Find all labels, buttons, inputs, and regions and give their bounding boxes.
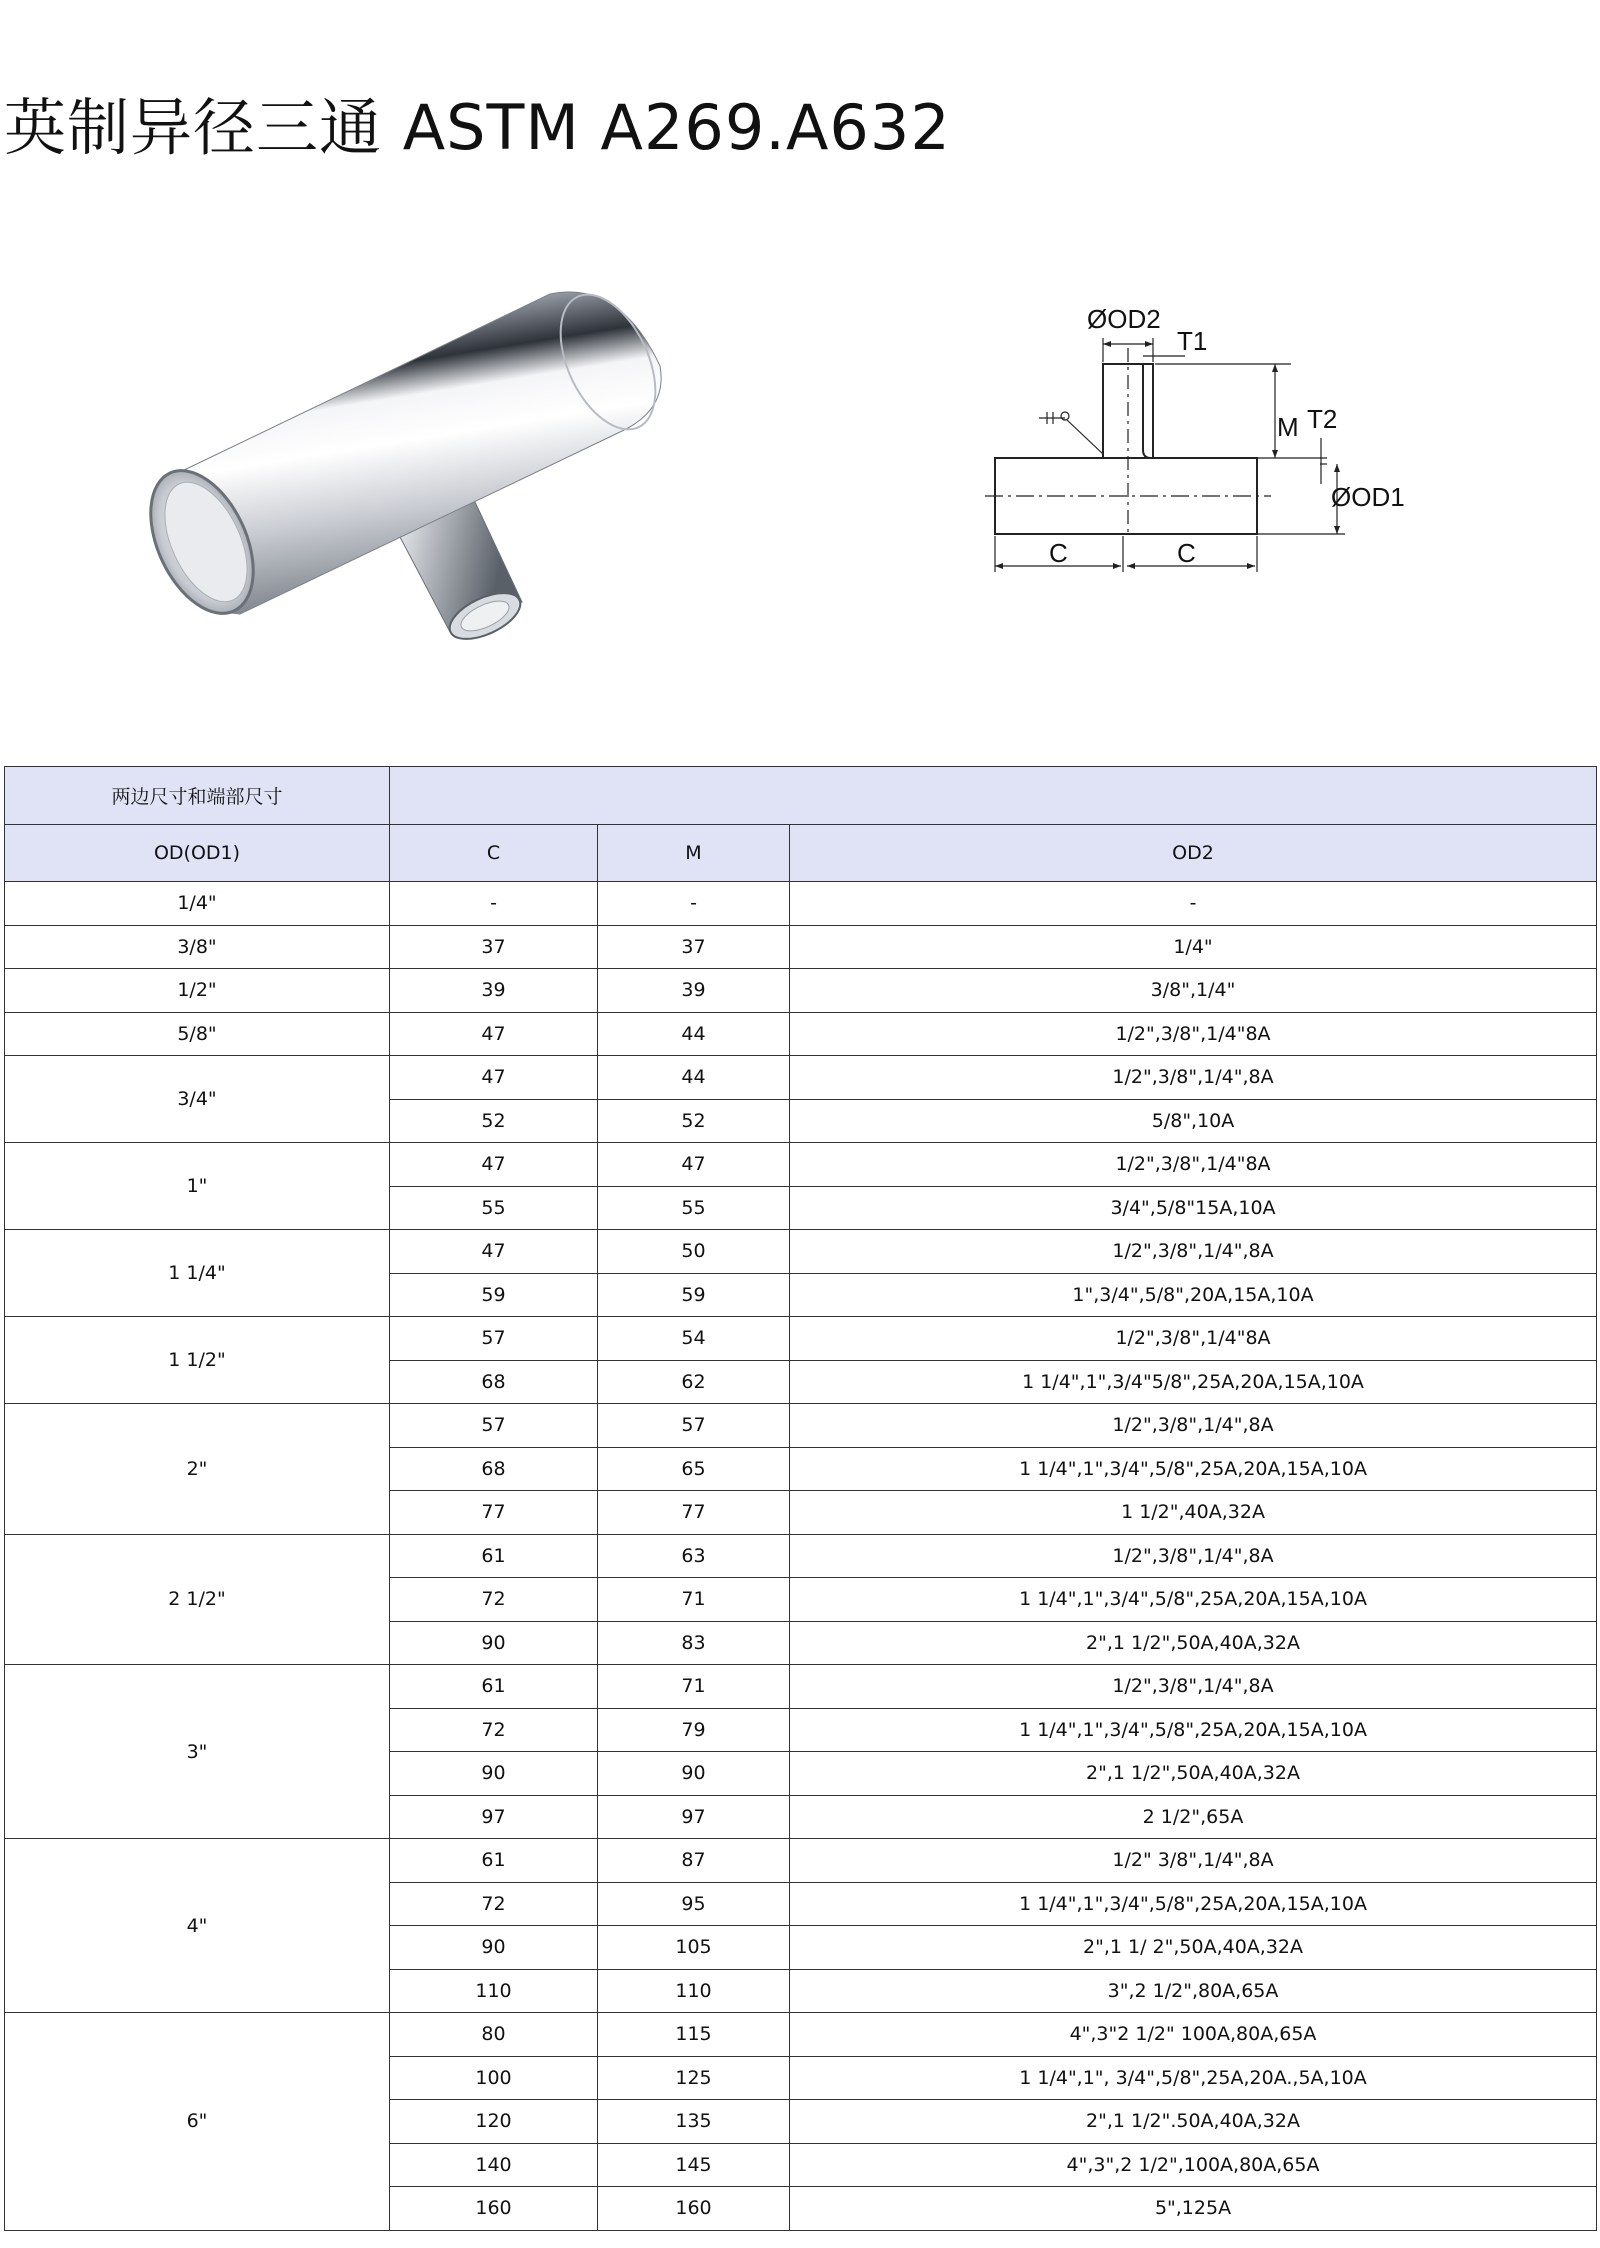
- c-cell: 47: [390, 1012, 598, 1056]
- m-cell: 65: [598, 1447, 790, 1491]
- table-row: [5, 882, 1597, 926]
- table-row: [5, 1534, 1597, 1578]
- table-row: [5, 969, 1597, 1013]
- c-cell: 110: [390, 1969, 598, 2013]
- m-cell: 125: [598, 2056, 790, 2100]
- m-cell: 57: [598, 1404, 790, 1448]
- c-cell: 100: [390, 2056, 598, 2100]
- od2-cell: 2",1 1/2",50A,40A,32A: [790, 1621, 1597, 1665]
- m-cell: 44: [598, 1056, 790, 1100]
- label-m: M: [1277, 412, 1299, 442]
- col-header-od2: OD2: [790, 825, 1597, 882]
- c-cell: 37: [390, 925, 598, 969]
- od-cell: 1/2": [5, 969, 390, 1013]
- dimension-drawing: [985, 288, 1425, 588]
- od2-cell: 2",1 1/2",50A,40A,32A: [790, 1752, 1597, 1796]
- od-cell: 5/8": [5, 1012, 390, 1056]
- od2-cell: 2",1 1/2".50A,40A,32A: [790, 2100, 1597, 2144]
- m-cell: 87: [598, 1839, 790, 1883]
- col-header-c: C: [390, 825, 598, 882]
- c-cell: 47: [390, 1230, 598, 1274]
- od2-cell: 5/8",10A: [790, 1099, 1597, 1143]
- m-cell: 50: [598, 1230, 790, 1274]
- c-cell: 120: [390, 2100, 598, 2144]
- c-cell: 57: [390, 1404, 598, 1448]
- od2-cell: 1/2",3/8",1/4",8A: [790, 1404, 1597, 1448]
- od2-cell: -: [790, 882, 1597, 926]
- od2-cell: 1 1/4",1",3/4",5/8",25A,20A,15A,10A: [790, 1882, 1597, 1926]
- m-cell: 83: [598, 1621, 790, 1665]
- m-cell: 62: [598, 1360, 790, 1404]
- od-cell: 3/4": [5, 1056, 390, 1143]
- c-cell: 47: [390, 1056, 598, 1100]
- od2-cell: 1 1/4",1",3/4",5/8",25A,20A,15A,10A: [790, 1578, 1597, 1622]
- c-cell: 59: [390, 1273, 598, 1317]
- table-column-header-row: [5, 825, 1597, 882]
- col-header-m: M: [598, 825, 790, 882]
- od2-cell: 1/2",3/8",1/4"8A: [790, 1317, 1597, 1361]
- table-row: [5, 1317, 1597, 1361]
- table-row: [5, 1404, 1597, 1448]
- c-cell: 68: [390, 1447, 598, 1491]
- od2-cell: 3/8",1/4": [790, 969, 1597, 1013]
- m-cell: -: [598, 882, 790, 926]
- od2-cell: 4",3",2 1/2",100A,80A,65A: [790, 2143, 1597, 2187]
- od2-cell: 1/2",3/8",1/4"8A: [790, 1012, 1597, 1056]
- od2-cell: 1 1/4",1", 3/4",5/8",25A,20A.,5A,10A: [790, 2056, 1597, 2100]
- table-row: [5, 1665, 1597, 1709]
- m-cell: 115: [598, 2013, 790, 2057]
- od2-cell: 1/4": [790, 925, 1597, 969]
- m-cell: 95: [598, 1882, 790, 1926]
- m-cell: 54: [598, 1317, 790, 1361]
- c-cell: 52: [390, 1099, 598, 1143]
- m-cell: 63: [598, 1534, 790, 1578]
- c-cell: 68: [390, 1360, 598, 1404]
- od2-cell: 1 1/4",1",3/4",5/8",25A,20A,15A,10A: [790, 1708, 1597, 1752]
- c-cell: 77: [390, 1491, 598, 1535]
- c-cell: 160: [390, 2187, 598, 2231]
- c-cell: 90: [390, 1752, 598, 1796]
- od-cell: 1 1/2": [5, 1317, 390, 1404]
- label-t2: T2: [1307, 404, 1338, 434]
- m-cell: 71: [598, 1578, 790, 1622]
- c-cell: 90: [390, 1621, 598, 1665]
- od2-cell: 3",2 1/2",80A,65A: [790, 1969, 1597, 2013]
- od-cell: 1": [5, 1143, 390, 1230]
- m-cell: 110: [598, 1969, 790, 2013]
- c-cell: 80: [390, 2013, 598, 2057]
- od2-cell: 1 1/2",40A,32A: [790, 1491, 1597, 1535]
- od-cell: 6": [5, 2013, 390, 2231]
- c-cell: 39: [390, 969, 598, 1013]
- m-cell: 105: [598, 1926, 790, 1970]
- od2-cell: 4",3"2 1/2" 100A,80A,65A: [790, 2013, 1597, 2057]
- product-photo-reducing-tee: [120, 280, 680, 660]
- table-row: [5, 1839, 1597, 1883]
- od2-cell: 1 1/4",1",3/4"5/8",25A,20A,15A,10A: [790, 1360, 1597, 1404]
- table-row: [5, 2013, 1597, 2057]
- c-cell: -: [390, 882, 598, 926]
- m-cell: 135: [598, 2100, 790, 2144]
- od2-cell: 3/4",5/8"15A,10A: [790, 1186, 1597, 1230]
- table-row: [5, 925, 1597, 969]
- page-title: 英制异径三通 ASTM A269.A632: [4, 91, 951, 164]
- od-cell: 1 1/4": [5, 1230, 390, 1317]
- od2-cell: 1",3/4",5/8",20A,15A,10A: [790, 1273, 1597, 1317]
- label-t1: T1: [1177, 326, 1208, 356]
- m-cell: 79: [598, 1708, 790, 1752]
- c-cell: 47: [390, 1143, 598, 1187]
- m-cell: 55: [598, 1186, 790, 1230]
- c-cell: 57: [390, 1317, 598, 1361]
- table-row: [5, 1012, 1597, 1056]
- table-row: [5, 1056, 1597, 1100]
- c-cell: 72: [390, 1708, 598, 1752]
- od2-cell: 1/2",3/8",1/4"8A: [790, 1143, 1597, 1187]
- label-c-left: C: [1049, 538, 1068, 568]
- c-cell: 140: [390, 2143, 598, 2187]
- c-cell: 97: [390, 1795, 598, 1839]
- od-cell: 4": [5, 1839, 390, 2013]
- od2-cell: 5",125A: [790, 2187, 1597, 2231]
- od2-cell: 1 1/4",1",3/4",5/8",25A,20A,15A,10A: [790, 1447, 1597, 1491]
- col-header-od: OD(OD1): [5, 825, 390, 882]
- od2-cell: 2 1/2",65A: [790, 1795, 1597, 1839]
- group-header-blank-cell: [390, 767, 1597, 825]
- c-cell: 72: [390, 1882, 598, 1926]
- m-cell: 77: [598, 1491, 790, 1535]
- group-header-cell: 两边尺寸和端部尺寸: [5, 767, 390, 825]
- c-cell: 61: [390, 1665, 598, 1709]
- od2-cell: 1/2" 3/8",1/4",8A: [790, 1839, 1597, 1883]
- c-cell: 90: [390, 1926, 598, 1970]
- od2-cell: 1/2",3/8",1/4",8A: [790, 1534, 1597, 1578]
- od2-cell: 2",1 1/ 2",50A,40A,32A: [790, 1926, 1597, 1970]
- c-cell: 61: [390, 1534, 598, 1578]
- od2-cell: 1/2",3/8",1/4",8A: [790, 1056, 1597, 1100]
- label-od1: ØOD1: [1331, 482, 1405, 512]
- od-cell: 3/8": [5, 925, 390, 969]
- m-cell: 37: [598, 925, 790, 969]
- m-cell: 44: [598, 1012, 790, 1056]
- m-cell: 71: [598, 1665, 790, 1709]
- od-cell: 2": [5, 1404, 390, 1535]
- label-c-right: C: [1177, 538, 1196, 568]
- m-cell: 39: [598, 969, 790, 1013]
- table-row: [5, 1230, 1597, 1274]
- spec-table-body: [5, 767, 1597, 2231]
- spec-table: [4, 766, 1597, 2231]
- m-cell: 97: [598, 1795, 790, 1839]
- m-cell: 52: [598, 1099, 790, 1143]
- od-cell: 2 1/2": [5, 1534, 390, 1665]
- label-od2: ØOD2: [1087, 304, 1161, 334]
- m-cell: 160: [598, 2187, 790, 2231]
- table-row: [5, 1143, 1597, 1187]
- m-cell: 59: [598, 1273, 790, 1317]
- m-cell: 47: [598, 1143, 790, 1187]
- od2-cell: 1/2",3/8",1/4",8A: [790, 1230, 1597, 1274]
- c-cell: 55: [390, 1186, 598, 1230]
- m-cell: 90: [598, 1752, 790, 1796]
- od2-cell: 1/2",3/8",1/4",8A: [790, 1665, 1597, 1709]
- od-cell: 3": [5, 1665, 390, 1839]
- c-cell: 61: [390, 1839, 598, 1883]
- od-cell: 1/4": [5, 882, 390, 926]
- c-cell: 72: [390, 1578, 598, 1622]
- m-cell: 145: [598, 2143, 790, 2187]
- table-group-header-row: [5, 767, 1597, 825]
